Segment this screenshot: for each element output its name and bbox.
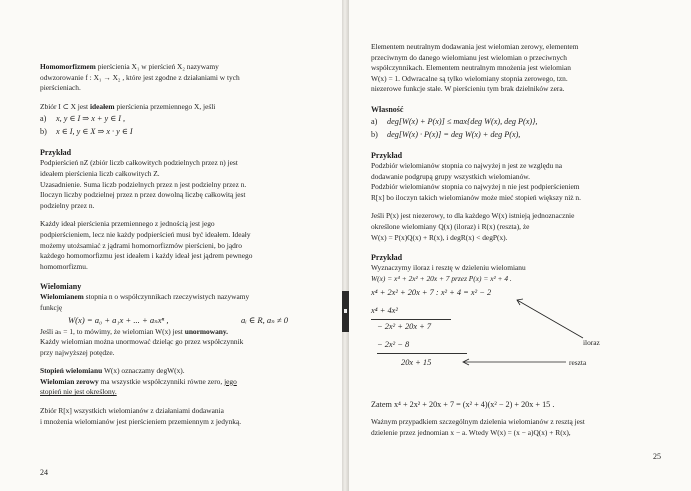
example-line: W(x) = x⁴ + 2x² + 20x + 7 przez P(x) = x² + 4 . (371, 273, 512, 283)
ideal-condition-b: b) x ∈ I, y ∈ X ⇒ x · y ∈ I (40, 127, 133, 137)
final-line: Ważnym przypadkiem szczególnym dzielenia wielomianów z resztą jest (371, 417, 585, 427)
neutral-line: przeciwnym do danego wielomianu jest wielomian o przeciwnych (371, 52, 567, 62)
example-line: R[x] bo iloczyn takich wielomianów może mieć stopień większy niż n. (371, 192, 581, 202)
zero-polynomial-line-2: stopień nie jest określony. (40, 387, 117, 397)
theorem-line: określone wielomiany Q(x) (iloraz) i R(x) (reszta), że (371, 221, 530, 231)
division-row: x⁴ + 2x² + 20x + 7 : x² + 4 = x² − 2 (371, 288, 492, 298)
left-page (0, 0, 342, 491)
division-row: − 2x² + 20x + 7 (377, 322, 432, 332)
ideal-definition: Zbiór I ⊂ X jest ideałem pierścienia przemiennego X, jeśli (40, 101, 216, 111)
kernel-line: podpierścieniem, lecz nie każdy podpierścień musi być ideałem. Ideały (40, 229, 251, 239)
conclusion-line: Zatem x⁴ + 2x² + 20x + 7 = (x² + 4)(x² − 2) + 20x + 15 . (371, 400, 555, 410)
long-division (371, 286, 661, 394)
theorem-line: Jeśli P(x) jest niezerowy, to dla każdego W(x) istnieją jednoznacznie (371, 211, 575, 221)
properties-heading: Własność (371, 104, 404, 114)
example-line: Iloczyn liczby podzielnej przez n przez dowolną liczbę całkowitą jest (40, 190, 246, 200)
polynomials-heading: Wielomiany (40, 282, 82, 292)
division-row: x⁴ + 4x² (371, 306, 398, 316)
example-line: Uzasadnienie. Suma liczb podzielnych przez n jest podzielny przez n. (40, 179, 247, 189)
example-line: dodawanie podgrupą grupy wszystkich wielomianów. (371, 171, 530, 181)
example-heading: Przykład (371, 150, 403, 160)
example-line: Wyznaczymy iloraz i resztę w dzieleniu wielomianu (371, 263, 526, 273)
kernel-line: homomorfizmu. (40, 261, 88, 271)
division-row: − 2x² − 8 (377, 340, 410, 350)
neutral-line: Elementem neutralnym dodawania jest wielomian zerowy, elementem (371, 42, 579, 51)
polynomial-formula: W(x) = a₀ + a₁x + ... + aₙxⁿ , aᵢ ∈ R, aₙ ≠ 0 (68, 314, 288, 325)
property-a: a) deg[W(x) + P(x)] ≤ max{deg W(x), deg P(x)}, (371, 116, 538, 126)
polynomial-definition: Wielomianem stopnia n o współczynnikach rzeczywistych nazywamy (40, 292, 250, 302)
neutral-line: niezerowe funkcje stałe. W pierścieniu tym brak dzielników zera. (371, 84, 565, 94)
final-line: dzielenie przez jednomian x − a. Wtedy W(x) = (x − a)Q(x) + R(x), (371, 427, 571, 437)
homomorphism-line-3: pierścieniach. (40, 83, 81, 93)
example-line: podzielny przez n. (40, 200, 95, 210)
neutral-line: współczynnikach. Elementem neutralnym mnożenia jest wielomian (371, 63, 571, 73)
example-heading: Przykład (371, 253, 403, 263)
degree-definition: Stopień wielomianu W(x) oznaczamy degW(x). (40, 366, 185, 376)
ideal-condition-a: a) x, y ∈ I ⇒ x + y ∈ I , (40, 114, 126, 124)
neutral-line: W(x) = 1. Odwracalne są tylko wielomiany stopnia zerowego, tzn. (371, 73, 568, 83)
theorem-line: W(x) = P(x)Q(x) + R(x), i degR(x) < degP(x). (371, 232, 508, 242)
ring-line: Zbiór R[x] wszystkich wielomianów z działaniami dodawania (40, 406, 224, 416)
page-number: 24 (40, 468, 48, 477)
property-b: b) deg[W(x) · P(x)] = deg W(x) + deg P(x), (371, 129, 521, 139)
right-page (349, 0, 691, 491)
quotient-label: iloraz (583, 338, 600, 348)
division-arrows (371, 286, 661, 386)
homomorphism-line-2: odwzorowanie f : X₁ → X₂ , które jest zgodne z działaniami w tych (40, 72, 240, 82)
ring-line: i mnożenia wielomianów jest pierścieniem przemiennym z jedynką. (40, 416, 242, 426)
kernel-line: możemy utożsamiać z jądrami homomorfizmów pierścieni, bo jądro (40, 240, 242, 250)
homomorphism-definition: Homomorfizmem pierścienia X₁ w pierścień X₂ nazywamy (40, 62, 219, 71)
kernel-line: każdego homomorfizmu jest ideałem i każdy ideał jest jądrem pewnego (40, 251, 253, 261)
unitary-line-3: przy najwyższej potędze. (40, 347, 115, 357)
division-row: 20x + 15 (401, 358, 432, 368)
example-heading: Przykład (40, 148, 72, 158)
example-line: Podzbiór wielomianów stopnia co najwyżej n nie jest podpierścieniem (371, 182, 580, 192)
kernel-line: Każdy ideał pierścienia przemiennego z jednością jest jego (40, 219, 215, 229)
page-number: 25 (653, 452, 661, 461)
example-line: Podzbiór wielomianów stopnia co najwyżej n jest ze względu na (371, 160, 563, 170)
bookmark-tab (342, 291, 349, 332)
remainder-label: reszta (569, 358, 587, 368)
example-line: Podpierścień nZ (zbiór liczb całkowitych podzielnych przez n) jest (40, 158, 238, 168)
zero-polynomial-definition: Wielomian zerowy ma wszystkie współczynniki równe zero, jego (40, 376, 237, 386)
unitary-line-2: Każdy wielomian można unormować dzieląc go przez współczynnik (40, 337, 244, 347)
example-line: ideałem pierścienia liczb całkowitych Z. (40, 168, 160, 178)
polynomial-definition-2: funkcję (40, 302, 63, 312)
unitary-line: Jeśli aₙ = 1, to mówimy, że wielomian W(x) jest unormowany. (40, 326, 229, 336)
